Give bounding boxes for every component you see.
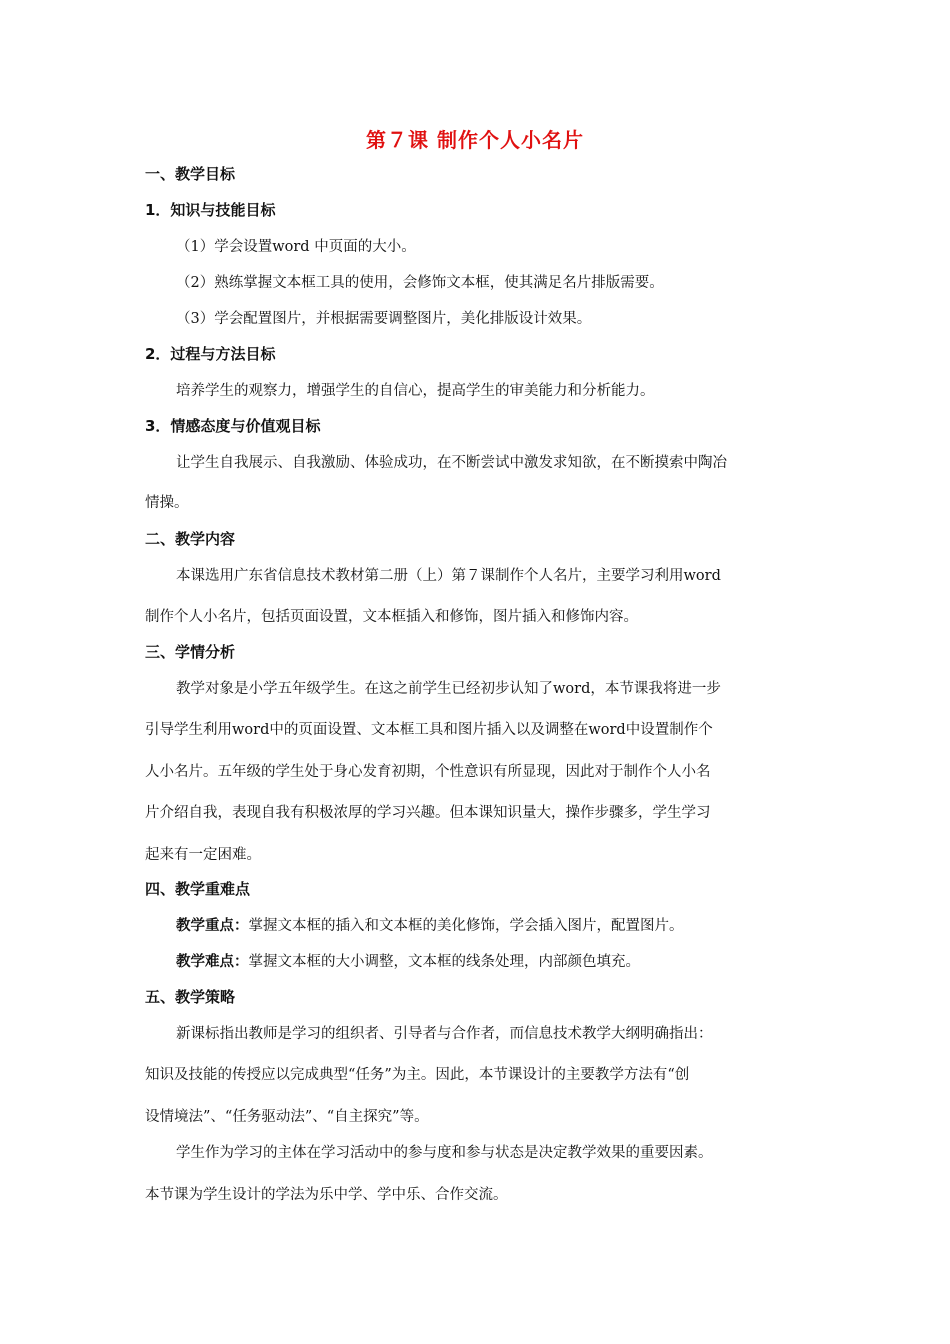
- key-point-label: 教学重点：: [176, 918, 249, 934]
- section-heading-content: 二、教学内容: [145, 530, 236, 548]
- strategy-p1-line-1: 新课标指出教师是学习的组织者、引导者与合作者，而信息技术教学大纲明确指出：: [176, 1026, 713, 1042]
- key-point-text: 掌握文本框的插入和文本框的美化修饰，学会插入图片，配置图片。: [248, 918, 684, 934]
- section-heading-objectives: 一、教学目标: [145, 165, 236, 183]
- strategy-p2-line-1: 学生作为学习的主体在学习活动中的参与度和参与状态是决定教学效果的重要因素。: [176, 1145, 713, 1161]
- process-method-text: 培养学生的观察力，增强学生的自信心，提高学生的审美能力和分析能力。: [176, 383, 655, 399]
- analysis-line-2: 引导学生利用word中的页面设置、文本框工具和图片插入以及调整在word中设置制作个: [145, 722, 713, 738]
- analysis-line-4: 片介绍自我，表现自我有积极浓厚的学习兴趣。但本课知识量大，操作步骤多，学生学习: [145, 805, 711, 821]
- strategy-p2-line-2: 本节课为学生设计的学法为乐中学、学中乐、合作交流。: [145, 1187, 508, 1203]
- emotion-values-line-2: 情操。: [145, 495, 189, 511]
- emotion-values-line-1: 让学生自我展示、自我激励、体验成功，在不断尝试中激发求知欲，在不断摸索中陶冶: [176, 455, 727, 471]
- objective-item-3: （3）学会配置图片，并根据需要调整图片，美化排版设计效果。: [176, 311, 592, 327]
- difficult-point-label: 教学难点：: [176, 954, 249, 970]
- content-line-2: 制作个人小名片，包括页面设置，文本框插入和修饰，图片插入和修饰内容。: [145, 609, 638, 625]
- section-heading-analysis: 三、学情分析: [145, 643, 236, 661]
- subheading-emotion-values: 3．情感态度与价值观目标: [145, 417, 321, 435]
- analysis-line-5: 起来有一定困难。: [145, 847, 261, 863]
- difficult-point-row: [176, 950, 841, 971]
- section-heading-strategy: 五、教学策略: [145, 988, 236, 1006]
- strategy-p1-line-2: 知识及技能的传授应以完成典型“任务”为主。因此，本节课设计的主要教学方法有“创: [145, 1067, 690, 1083]
- content-line-1: 本课选用广东省信息技术教材第二册（上）第７课制作个人名片，主要学习利用word: [176, 568, 721, 584]
- subheading-knowledge-skills: 1．知识与技能目标: [145, 201, 276, 219]
- key-point-row: [176, 914, 841, 935]
- analysis-line-1: 教学对象是小学五年级学生。在这之前学生已经初步认知了word，本节课我将进一步: [176, 681, 721, 697]
- subheading-process-method: 2．过程与方法目标: [145, 345, 276, 363]
- objective-item-2: （2）熟练掌握文本框工具的使用，会修饰文本框，使其满足名片排版需要。: [176, 275, 664, 291]
- difficult-point-text: 掌握文本框的大小调整，文本框的线条处理，内部颜色填充。: [248, 954, 640, 970]
- objective-item-1: （1）学会设置word 中页面的大小。: [176, 239, 416, 255]
- strategy-p1-line-3: 设情境法”、“任务驱动法”、“自主探究”等。: [145, 1109, 429, 1125]
- analysis-line-3: 人小名片。五年级的学生处于身心发育初期，个性意识有所显现，因此对于制作个人小名: [145, 764, 711, 780]
- section-heading-key-points: 四、教学重难点: [145, 880, 251, 898]
- document-title: 第７课 制作个人小名片: [366, 128, 584, 152]
